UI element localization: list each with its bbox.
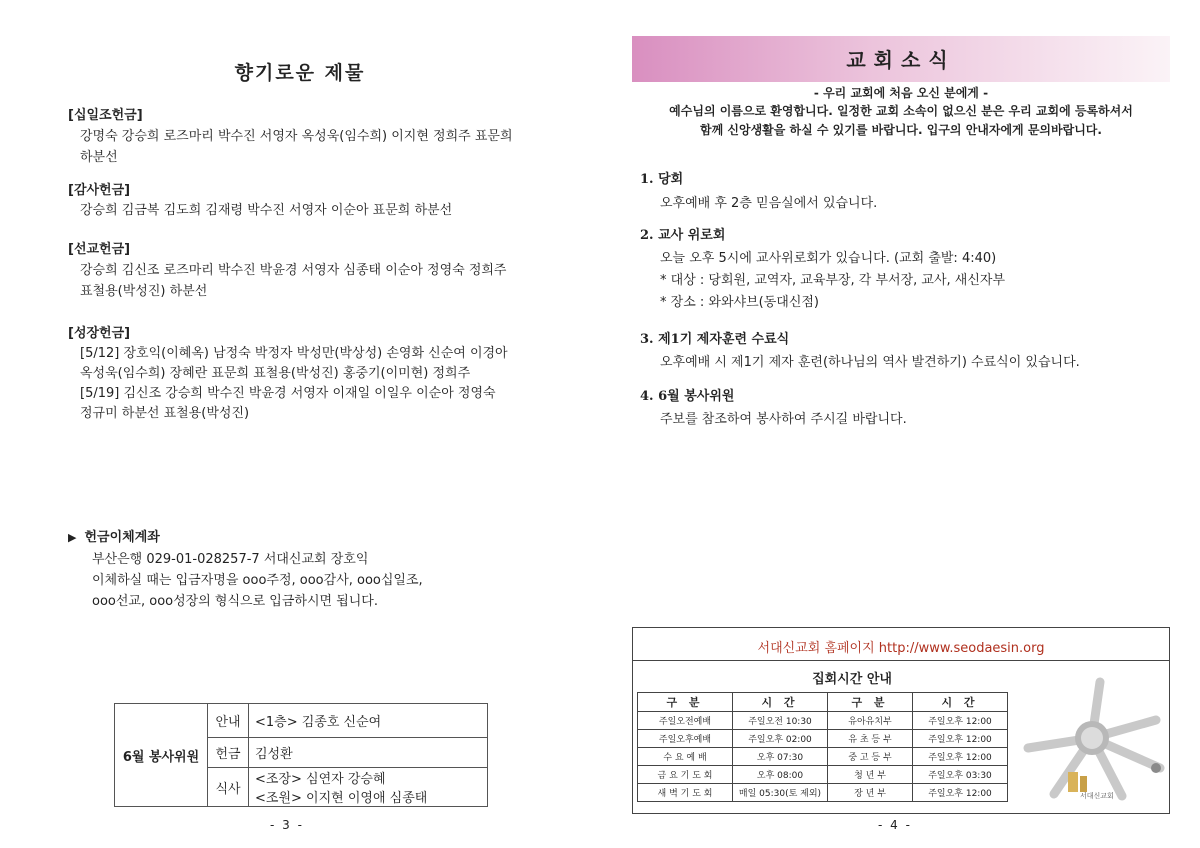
news-item-line: 오늘 오후 5시에 교사위로회가 있습니다. (교회 출발: 4:40) [660,251,997,266]
meeting-schedule-table [637,692,1008,802]
news-item-line: * 장소 : 와와샤브(동대신점) [660,295,820,310]
mission-heading: [선교헌금] [68,242,131,257]
schedule-cell: 주일오후 03:30 [913,766,1008,784]
news-item-title: 1. 당회 [640,172,684,187]
divider [632,660,1170,661]
volunteer-role-label: 헌금 [208,738,249,768]
volunteer-names: <1층> 김종호 신순여 [249,704,488,738]
news-item-line: 오후예배 시 제1기 제자 훈련(하나님의 역사 발견하기) 수료식이 있습니다. [660,355,1080,370]
church-location-map [1018,676,1166,806]
volunteer-table-header: 6월 봉사위원 [115,704,208,807]
growth-line: [5/12] 장호익(이혜옥) 남정숙 박정자 박성만(박상성) 손영화 신순여 이경아 [80,346,508,361]
news-item-line: 주보를 참조하여 봉사하여 주시길 바랍니다. [660,412,907,427]
volunteer-table [114,703,488,807]
schedule-cell: 주일오후 12:00 [913,748,1008,766]
volunteer-names-multiline [249,768,488,807]
schedule-cell: 유 초 등 부 [828,730,913,748]
welcome-subtitle: - 우리 교회에 처음 오신 분에게 - [813,86,989,100]
news-item-title: 2. 교사 위로회 [640,228,726,243]
growth-line: 옥성욱(임수희) 장혜란 표문희 표철용(박성진) 홍중기(이미현) 정희주 [80,366,471,381]
mission-line: 표철용(박성진) 하분선 [80,284,208,299]
tithe-line: 하분선 [80,150,118,165]
schedule-row [638,766,1008,784]
transfer-heading-label: 헌금이체계좌 [84,530,160,545]
homepage-link[interactable]: 서대신교회 홈페이지 http://www.seodaesin.org [757,641,1045,656]
tithe-heading: [십일조헌금] [68,108,143,123]
transfer-line: ooo선교, ooo성장의 형식으로 입금하시면 됩니다. [92,594,379,609]
volunteer-names-line: <조장> 심연자 강승혜 [255,772,386,787]
schedule-cell: 주일오후 12:00 [913,730,1008,748]
page-number-left: - 3 - [270,818,304,832]
left-page-title: 향기로운 제물 [234,62,366,84]
news-item-title: 3. 제1기 제자훈련 수료식 [640,332,790,347]
transfer-heading [68,526,160,545]
schedule-cell: 오후 08:00 [733,766,828,784]
schedule-cell: 주일오후 02:00 [733,730,828,748]
schedule-cell: 주일오후 12:00 [913,784,1008,802]
schedule-header: 시 간 [913,693,1008,712]
schedule-header: 구 분 [638,693,733,712]
volunteer-names-line: <조원> 이지현 이영애 심종태 [255,791,428,806]
schedule-cell: 새 벽 기 도 회 [638,784,733,802]
schedule-cell: 매일 05:30(토 제외) [733,784,828,802]
schedule-cell: 금 요 기 도 회 [638,766,733,784]
schedule-cell: 청 년 부 [828,766,913,784]
welcome-line: 예수님의 이름으로 환영합니다. 일정한 교회 소속이 없으신 분은 우리 교회에 등록하셔서 [669,104,1133,118]
meeting-times-title: 집회시간 안내 [812,672,892,687]
church-news-title: 교회소식 [846,48,956,72]
schedule-cell: 유아유치부 [828,712,913,730]
volunteer-role-label: 식사 [208,768,249,807]
schedule-header: 구 분 [828,693,913,712]
schedule-row [638,784,1008,802]
mission-line: 강승희 김신조 로즈마리 박수진 박윤경 서영자 심종태 이순아 정영숙 정희주 [80,263,507,278]
growth-line: [5/19] 김신조 강승희 박수진 박윤경 서영자 이재일 이일우 이순아 정영숙 [80,386,496,401]
transfer-line: 이체하실 때는 입금자명을 ooo주정, ooo감사, ooo십일조, [92,573,423,588]
schedule-cell: 장 년 부 [828,784,913,802]
schedule-cell: 중 고 등 부 [828,748,913,766]
welcome-line: 함께 신앙생활을 하실 수 있기를 바랍니다. 입구의 안내자에게 문의바랍니다. [700,123,1102,137]
tithe-line: 강명숙 강승희 로즈마리 박수진 서영자 옥성욱(임수희) 이지현 정희주 표문희 [80,129,513,144]
schedule-row [638,712,1008,730]
thanks-line: 강승희 김금복 김도희 김재령 박수진 서영자 이순아 표문희 하분선 [80,203,453,218]
schedule-cell: 수 요 예 배 [638,748,733,766]
volunteer-names: 김성환 [249,738,488,768]
schedule-row [638,730,1008,748]
thanks-heading: [감사헌금] [68,183,131,198]
schedule-cell: 오후 07:30 [733,748,828,766]
news-item-title: 4. 6월 봉사위원 [640,389,735,404]
growth-heading: [성장헌금] [68,326,131,341]
schedule-cell: 주일오전 10:30 [733,712,828,730]
schedule-cell: 주일오후 12:00 [913,712,1008,730]
schedule-cell: 주일오전예배 [638,712,733,730]
transfer-line: 부산은행 029-01-028257-7 서대신교회 장호익 [92,552,369,567]
schedule-row [638,748,1008,766]
triangle-bullet-icon: ▶ [68,531,77,544]
volunteer-role-label: 안내 [208,704,249,738]
growth-line: 정규미 하분선 표철용(박성진) [80,406,250,421]
schedule-header: 시 간 [733,693,828,712]
news-item-line: 오후예배 후 2층 믿음실에서 있습니다. [660,196,878,211]
news-item-line: * 대상 : 당회원, 교역자, 교육부장, 각 부서장, 교사, 새신자부 [660,273,1006,288]
map-church-label: 서대신교회 [1080,792,1114,800]
page-number-right: - 4 - [878,818,912,832]
schedule-cell: 주일오후예배 [638,730,733,748]
